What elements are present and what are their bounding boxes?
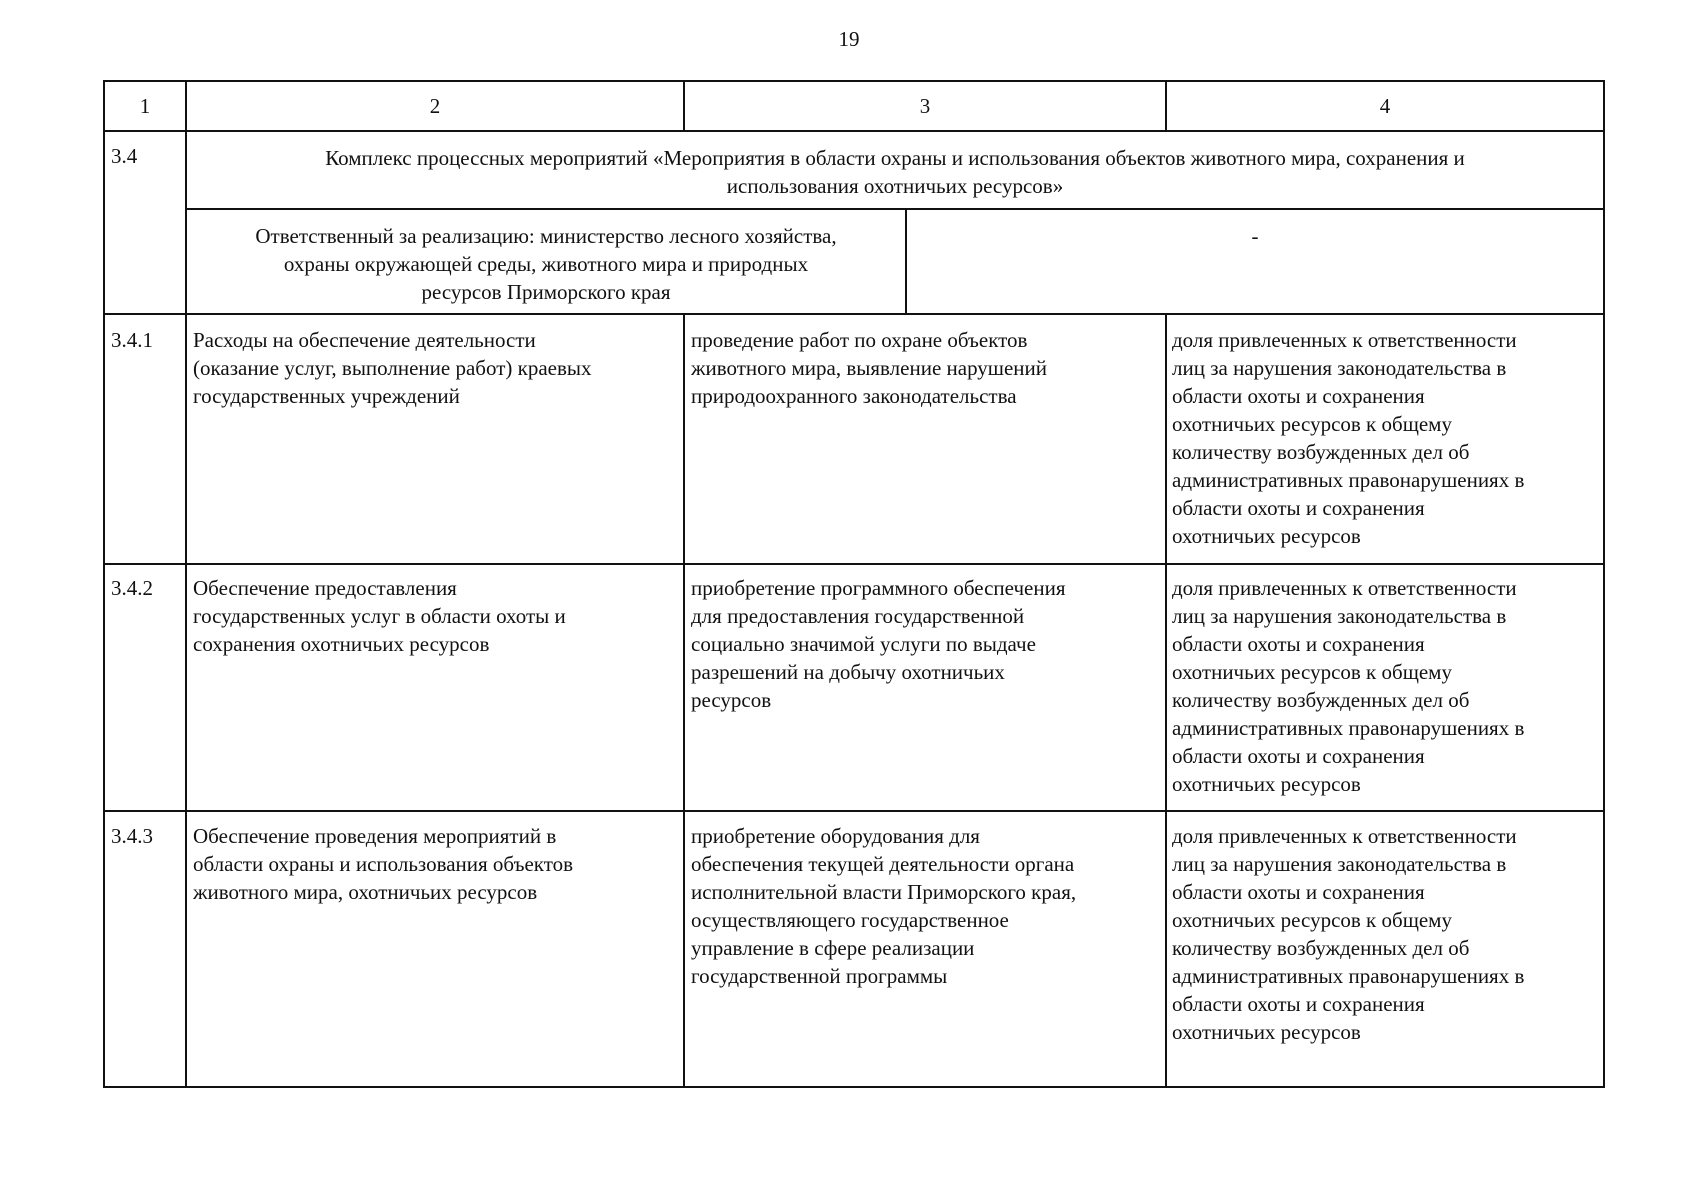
row-number-3-4-1: 3.4.1 (111, 328, 153, 352)
responsible-text: Ответственный за реализацию: министерство лесного хозяйства, охраны окружающей среды, животного мира и природных ресурсов Приморского края (255, 224, 837, 304)
column-2-divider-body (683, 313, 685, 1086)
row-effect-3-4-3: приобретение оборудования для обеспечения текущей деятельности органа исполнительной власти Приморского края, осуществляющего государственное управление в сфере реализации государственной программы (691, 824, 1077, 988)
header-col-1: 1 (139, 94, 151, 118)
responsible-row-divider (105, 313, 1603, 315)
row-3-4-2-divider (105, 810, 1603, 812)
row-effect-3-4-1: проведение работ по охране объектов животного мира, выявление нарушений природоохранного законодательства (691, 328, 1048, 408)
section-title-divider (185, 208, 1603, 210)
row-number-3-4-2: 3.4.2 (111, 576, 153, 600)
row-number-3-4-3: 3.4.3 (111, 824, 153, 848)
column-1-divider (185, 82, 187, 1086)
activities-table (103, 80, 1605, 1088)
responsible-value: - (1251, 224, 1259, 248)
column-3-divider-body (1165, 313, 1167, 1086)
row-task-3-4-2: Обеспечение предоставления государственных услуг в области охоты и сохранения охотничьих ресурсов (193, 576, 566, 656)
header-col-4: 4 (1379, 94, 1391, 118)
row-3-4-1-divider (105, 563, 1603, 565)
row-indicator-3-4-3: доля привлеченных к ответственности лиц за нарушения законодательства в области охоты и сохранения охотничьих ресурсов к общему количеству возбужденных дел об административных правонарушениях в области охоты и сохранения охотничьих ресурсов (1172, 824, 1525, 1044)
header-col-3: 3 (919, 94, 931, 118)
row-effect-3-4-2: приобретение программного обеспечения для предоставления государственной социально значимой услуги по выдаче разрешений на добычу охотничьих ресурсов (691, 576, 1066, 712)
page-number: 19 (838, 27, 860, 51)
header-row-divider (105, 130, 1603, 132)
section-number: 3.4 (111, 144, 138, 168)
section-title: Комплекс процессных мероприятий «Мероприятия в области охраны и использования объектов животного мира, сохранения и использования охотничьих ресурсов» (325, 146, 1465, 198)
row-task-3-4-1: Расходы на обеспечение деятельности (оказание услуг, выполнение работ) краевых государственных учреждений (193, 328, 592, 408)
row-indicator-3-4-2: доля привлеченных к ответственности лиц за нарушения законодательства в области охоты и сохранения охотничьих ресурсов к общему количеству возбужденных дел об административных правонарушениях в области охоты и сохранения охотничьих ресурсов (1172, 576, 1525, 796)
header-col-2: 2 (429, 94, 441, 118)
row-task-3-4-3: Обеспечение проведения мероприятий в области охраны и использования объектов животного мира, охотничьих ресурсов (193, 824, 574, 904)
row-indicator-3-4-1: доля привлеченных к ответственности лиц за нарушения законодательства в области охоты и сохранения охотничьих ресурсов к общему количеству возбужденных дел об административных правонарушениях в области охоты и сохранения охотничьих ресурсов (1172, 328, 1525, 548)
